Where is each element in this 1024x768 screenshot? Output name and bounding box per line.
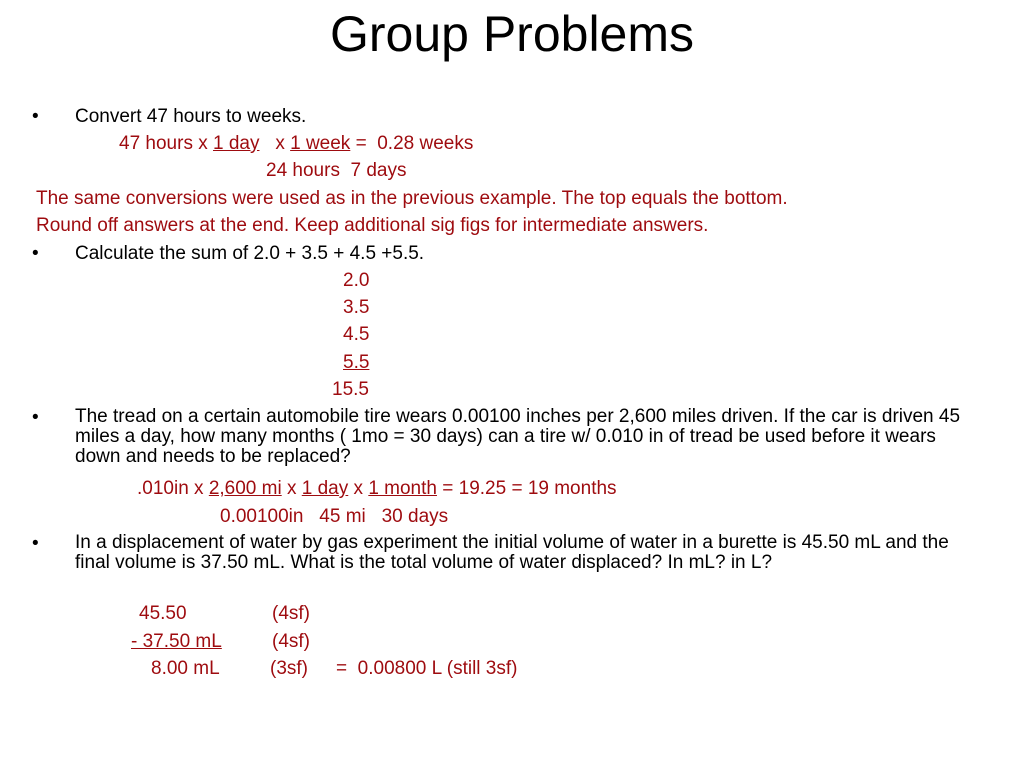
p4-question: In a displacement of water by gas experiment the initial volume of water in a burette is 45.50 mL and the final volume is 37.50 mL. What is the total volume of water displaced? In mL? in L? xyxy=(75,532,949,573)
bullet: • xyxy=(32,533,39,554)
p4-row-2-value: - 37.50 mL xyxy=(131,631,222,652)
bullet: • xyxy=(32,407,39,428)
p3-question: The tread on a certain automobile tire wears 0.00100 inches per 2,600 miles driven. If the car is driven 45 miles a day, how many months ( 1mo = 30 days) can a tire w/ 0.010 in of tread be used before it wears down and needs to be replaced? xyxy=(75,406,961,467)
p4-row-3-equation: = 0.00800 L (still 3sf) xyxy=(336,658,518,679)
bullet: • xyxy=(32,106,39,127)
bullet: • xyxy=(32,243,39,264)
p4-row-3-value: 8.00 mL xyxy=(151,658,220,679)
p1-equation: 47 hours x 1 day x 1 week = 0.28 weeks xyxy=(119,133,474,154)
p2-value-4: 5.5 xyxy=(343,352,370,373)
p1-question: Convert 47 hours to weeks. xyxy=(75,106,307,127)
p3-denominators: 0.00100in 45 mi 30 days xyxy=(220,506,449,527)
p4-row-1-value: 45.50 xyxy=(139,603,187,624)
p4-row-3-sigfigs: (3sf) xyxy=(270,658,308,679)
p2-value-2: 3.5 xyxy=(343,297,370,318)
p1-note-2: Round off answers at the end. Keep additional sig figs for intermediate answers. xyxy=(36,215,709,236)
p3-equation: .010in x 2,600 mi x 1 day x 1 month = 19.25 = 19 months xyxy=(137,478,617,499)
p2-question: Calculate the sum of 2.0 + 3.5 + 4.5 +5.5. xyxy=(75,243,425,264)
p2-value-3: 4.5 xyxy=(343,324,370,345)
p1-note-1: The same conversions were used as in the previous example. The top equals the bottom. xyxy=(36,188,788,209)
p4-row-1-sigfigs: (4sf) xyxy=(272,603,310,624)
p2-sum: 15.5 xyxy=(332,379,369,400)
p2-value-1: 2.0 xyxy=(343,270,370,291)
p4-row-2-sigfigs: (4sf) xyxy=(272,631,310,652)
slide-title: Group Problems xyxy=(329,6,695,62)
p1-denominators: 24 hours 7 days xyxy=(266,160,407,181)
